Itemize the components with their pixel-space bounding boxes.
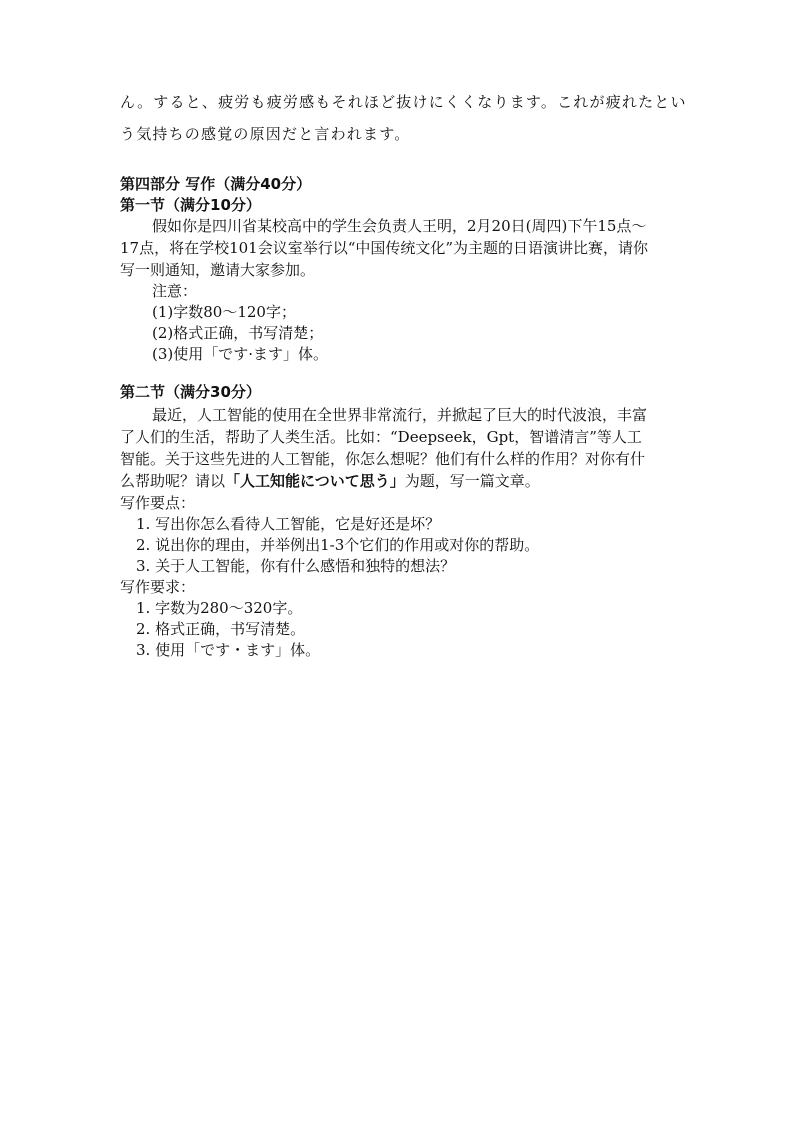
section1-note-1: (1)字数80～120字； xyxy=(152,303,296,321)
requirement-1: 1. 字数为280～320字。 xyxy=(136,599,303,617)
part-title: 第四部分 写作（满分40分） xyxy=(120,175,312,193)
requirement-2: 2. 格式正确，书写清楚。 xyxy=(136,620,306,638)
section2-body-line-4 xyxy=(120,471,700,491)
section2-body-line-2: 了人们的生活，帮助了人类生活。比如：“Deepseek，Gpt，智谱清言”等人工 xyxy=(120,428,642,446)
point-3: 3. 关于人工智能，你有什么感悟和独特的想法？ xyxy=(136,557,456,575)
passage-line-2: う気持ちの感覚の原因だと言われます。 xyxy=(120,125,411,143)
section1-note-2: (2)格式正确，书写清楚； xyxy=(152,324,324,342)
passage-line-1: ん。すると、疲労も疲労感もそれほど抜けにくくなります。これが疲れたとい xyxy=(120,93,687,111)
section1-note-label: 注意： xyxy=(152,282,198,300)
points-label: 写作要点： xyxy=(120,494,196,512)
point-2: 2. 说出你的理由，并举例出1-3个它们的作用或对你的帮助。 xyxy=(136,536,540,554)
section1-title: 第一节（满分10分） xyxy=(120,196,261,214)
body4-pre: 么帮助呢？请以 xyxy=(120,472,226,490)
section2-body-line-1: 最近，人工智能的使用在全世界非常流行，并掀起了巨大的时代波浪，丰富 xyxy=(152,406,648,424)
section2-body-line-3: 智能。关于这些先进的人工智能，你怎么想呢？他们有什么样的作用？对你有什 xyxy=(120,450,646,468)
body4-post: 为题，写一篇文章。 xyxy=(404,472,540,490)
requirement-3: 3. 使用「です・ます」体。 xyxy=(136,641,321,659)
section1-body-line-3: 写一则通知，邀请大家参加。 xyxy=(120,261,316,279)
point-1: 1. 写出你怎么看待人工智能，它是好还是坏？ xyxy=(136,515,441,533)
essay-topic: 「人工知能について思う」 xyxy=(225,472,405,490)
section1-body-line-1: 假如你是四川省某校高中的学生会负责人王明，2月20日(周四)下午15点～ xyxy=(152,217,647,235)
section1-body-line-2: 17点，将在学校101会议室举行以“中国传统文化”为主题的日语演讲比赛，请你 xyxy=(120,239,649,257)
section1-note-3: (3)使用「です·ます」体。 xyxy=(152,345,329,363)
requirements-label: 写作要求： xyxy=(120,578,196,596)
section2-title: 第二节（满分30分） xyxy=(120,383,261,401)
